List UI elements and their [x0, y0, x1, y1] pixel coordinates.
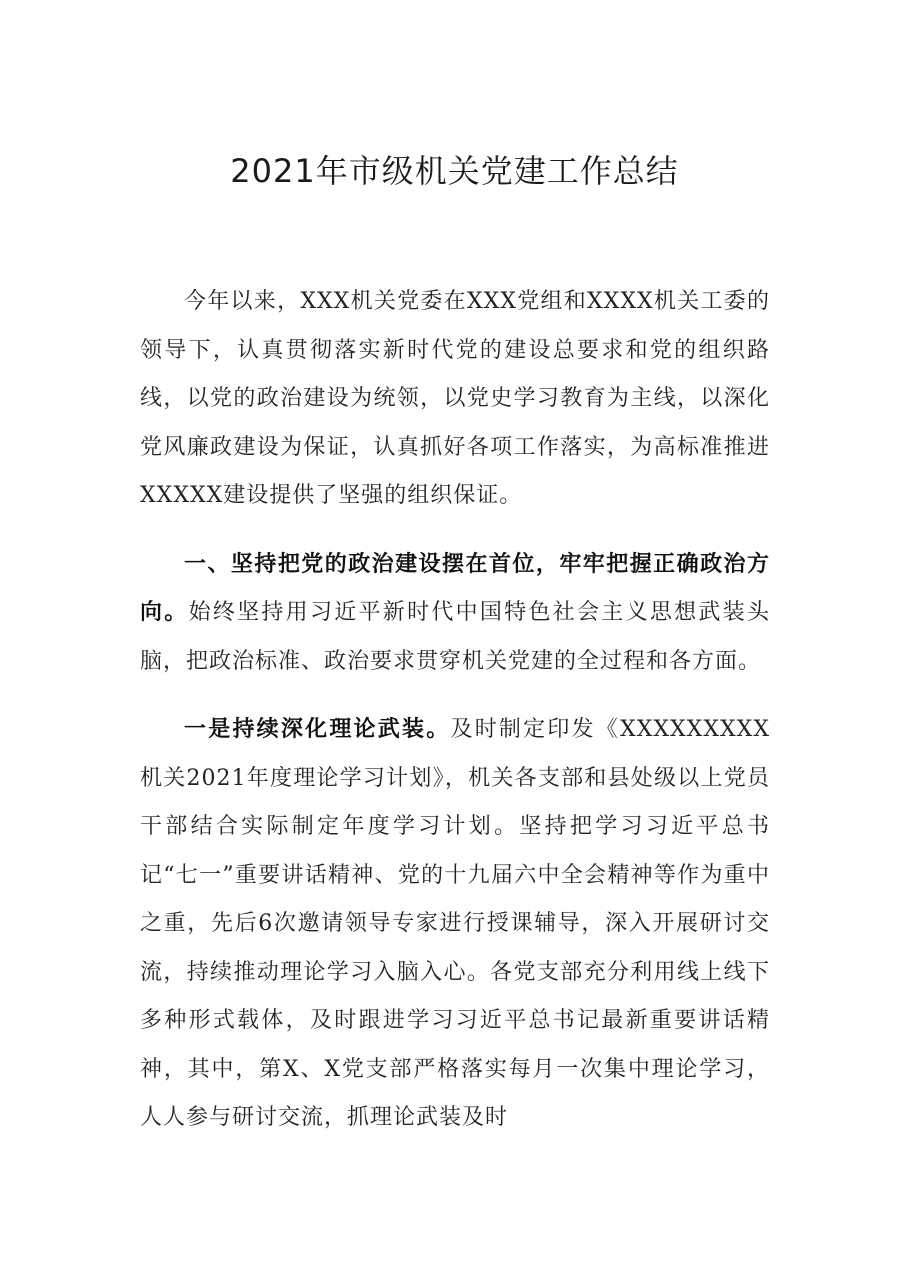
- paragraph-intro: [140, 278, 770, 521]
- section-heading: 一、坚持把党的政治建设摆在首位，牢牢把握正确政治方向。: [140, 551, 770, 625]
- document-body: [140, 278, 770, 1163]
- paragraph-text: 今年以来，XXX机关党委在XXX党组和XXXX机关工委的领导下，认真贯彻落实新时代党的建设总要求和党的组织路线，以党的政治建设为统领，以党史学习教育为主线，以深化党风廉政建设为保证，认真抓好各项工作落实，为高标准推进XXXXX建设提供了坚强的组织保证。: [140, 289, 770, 508]
- document-title: 2021年市级机关党建工作总结: [230, 152, 679, 190]
- paragraph-section-one: [140, 541, 770, 687]
- point-heading: 一是持续深化理论武装。: [184, 717, 451, 742]
- paragraph-text: 始终坚持用习近平新时代中国特色社会主义思想武装头脑，把政治标准、政治要求贯穿机关党建的全过程和各方面。: [140, 600, 770, 674]
- paragraph-point-one: [140, 706, 770, 1143]
- paragraph-text: 及时制定印发《XXXXXXXXX机关2021年度理论学习计划》，机关各支部和县处级以上党员干部结合实际制定年度学习计划。坚持把学习习近平总书记“七一”重要讲话精神、党的十九届六中全会精神等作为重中之重，先后6次邀请领导专家进行授课辅导，深入开展研讨交流，持续推动理论学习入脑入心。各党支部充分利用线上线下多种形式载体，及时跟进学习习近平总书记最新重要讲话精神，其中，第X、X党支部严格落实每月一次集中理论学习，人人参与研讨交流，抓理论武装及时: [140, 717, 770, 1130]
